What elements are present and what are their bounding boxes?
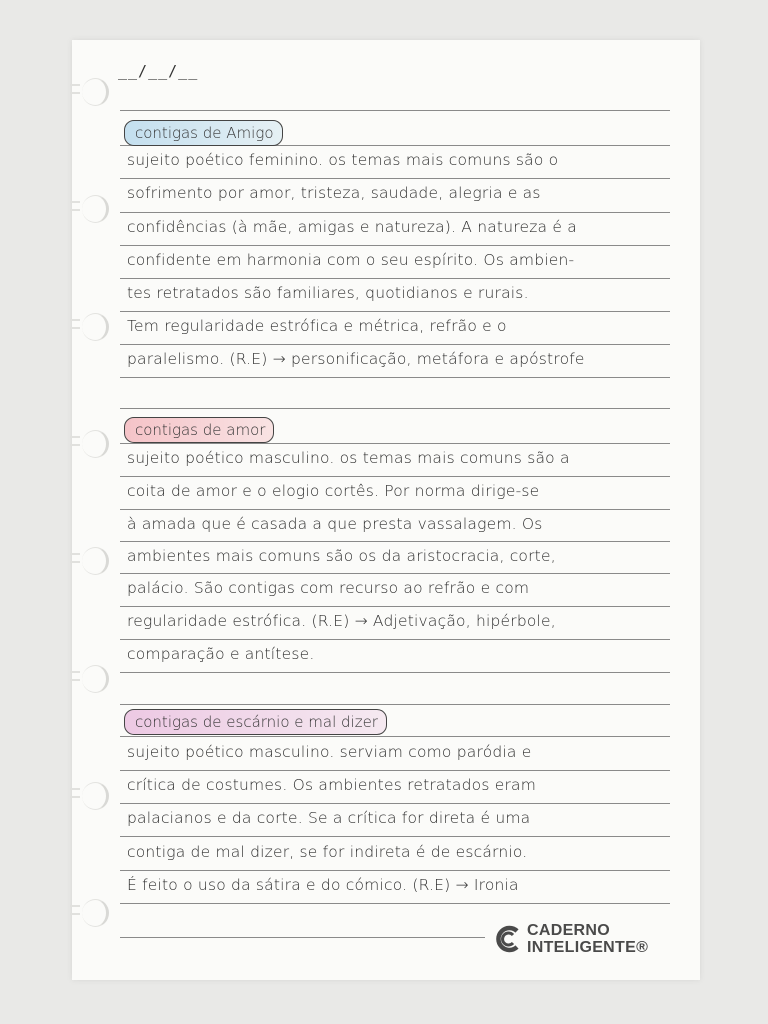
note-line: sujeito poético feminino. os temas mais comuns são o — [127, 151, 559, 169]
binder-ring-icon — [70, 311, 100, 341]
logo-text-line2: INTELIGENTE® — [527, 939, 649, 956]
binder-ring-icon — [70, 76, 100, 106]
note-line: crítica de costumes. Os ambientes retratados eram — [127, 776, 537, 794]
binder-ring-icon — [70, 193, 100, 223]
notebook-page — [72, 40, 700, 980]
logo-text-line1: CADERNO — [527, 922, 610, 939]
note-line: comparação e antítese. — [127, 645, 315, 663]
binder-ring-icon — [70, 545, 100, 575]
note-line: sofrimento por amor, tristeza, saudade, alegria e as — [127, 184, 541, 202]
note-line: ambientes mais comuns são os da aristocracia, corte, — [127, 547, 556, 565]
note-line: regularidade estrófica. (R.E) → Adjetivação, hipérbole, — [127, 612, 556, 630]
note-line: à amada que é casada a que presta vassalagem. Os — [127, 515, 543, 533]
note-line: confidente em harmonia com o seu espírito. Os ambien- — [127, 251, 575, 269]
date-field: __/__/__ — [118, 62, 199, 80]
note-line: É feito o uso da sátira e do cómico. (R.E) → Ironia — [127, 876, 519, 894]
note-line: palacianos e da corte. Se a crítica for direta é uma — [127, 809, 531, 827]
binder-ring-icon — [70, 897, 100, 927]
section-heading-amor: contigas de amor — [124, 417, 274, 443]
section-heading-escarnio: contigas de escárnio e mal dizer — [124, 709, 387, 735]
note-line: coita de amor e o elogio cortês. Por norma dirige-se — [127, 482, 540, 500]
binder-ring-icon — [70, 663, 100, 693]
note-line: contiga de mal dizer, se for indireta é de escárnio. — [127, 843, 528, 861]
c-logo-icon — [493, 924, 523, 954]
note-line: sujeito poético masculino. os temas mais comuns são a — [127, 449, 570, 467]
note-line: confidências (à mãe, amigas e natureza). A natureza é a — [127, 218, 577, 236]
section-heading-amigo: contigas de Amigo — [124, 120, 283, 146]
note-line: tes retratados são familiares, quotidianos e rurais. — [127, 284, 529, 302]
note-line: Tem regularidade estrófica e métrica, refrão e o — [127, 317, 507, 335]
caderno-inteligente-logo — [493, 922, 683, 962]
note-line: sujeito poético masculino. serviam como paródia e — [127, 743, 532, 761]
binder-ring-icon — [70, 428, 100, 458]
note-line: palácio. São contigas com recurso ao refrão e com — [127, 579, 530, 597]
binder-ring-icon — [70, 780, 100, 810]
note-line: paralelismo. (R.E) → personificação, metáfora e apóstrofe — [127, 350, 585, 368]
